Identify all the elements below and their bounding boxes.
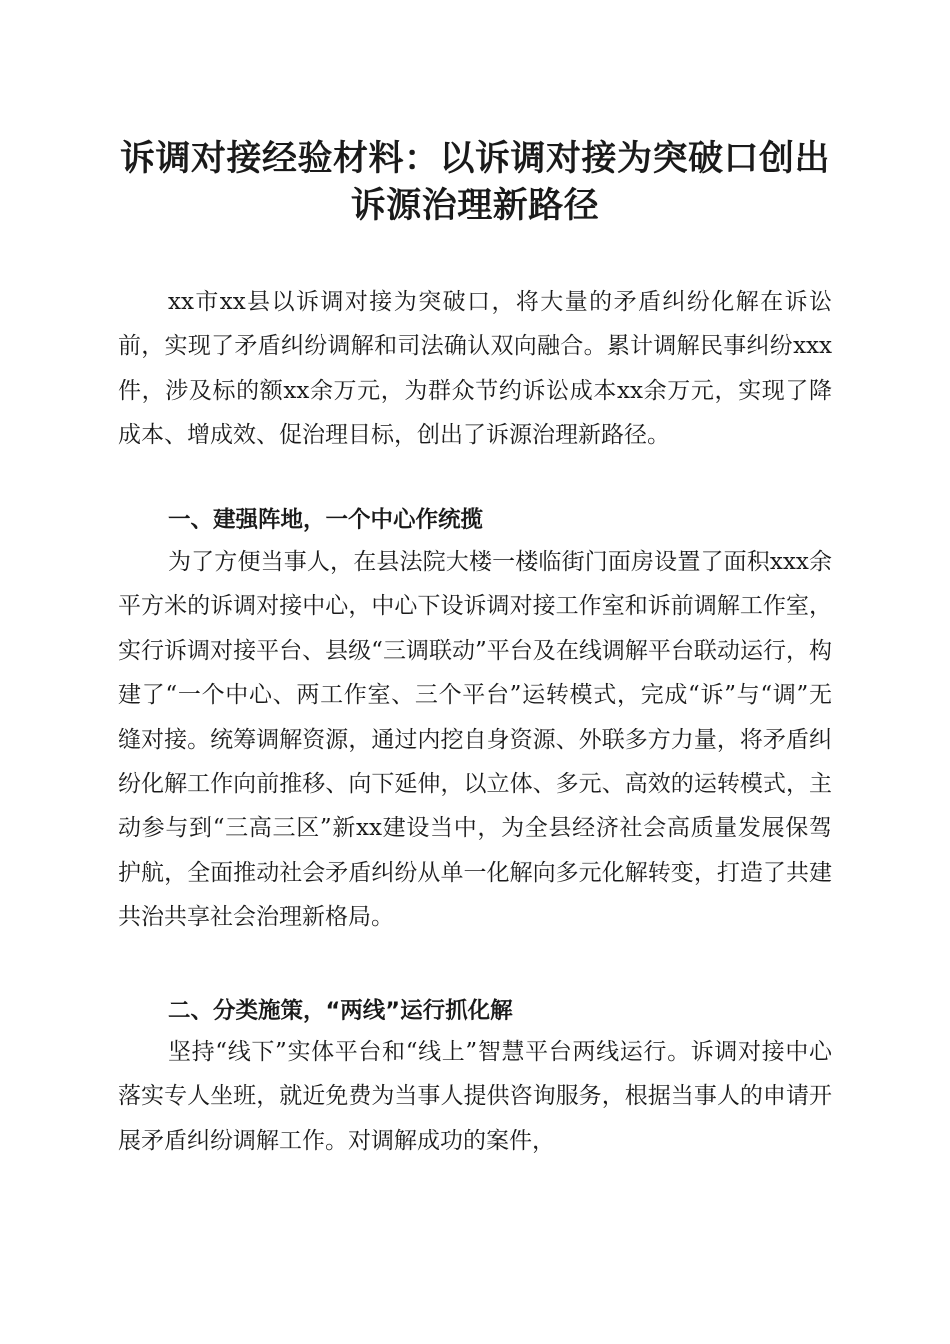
document-title-line-2: 诉源治理新路径 — [350, 185, 600, 226]
section-2-heading: 二、分类施策，“两线”运行抓化解 — [168, 998, 513, 1024]
section-1-heading: 一、建强阵地，一个中心作统揽 — [168, 507, 484, 533]
document-title-line-1: 诉调对接经验材料：以诉调对接为突破口创出 — [119, 138, 830, 179]
intro-paragraph: xx市xx县以诉调对接为突破口，将大量的矛盾纠纷化解在诉讼前，实现了矛盾纠纷调解和司法确认双向融合。累计调解民事纠纷xxx件，涉及标的额xx余万元，为群众节约诉讼成本xx余万元，实现了降成本、增成效、促治理目标，创出了诉源治理新路径。 — [118, 289, 832, 449]
section-1-paragraph: 为了方便当事人，在县法院大楼一楼临街门面房设置了面积xxx余平方米的诉调对接中心，中心下设诉调对接工作室和诉前调解工作室，实行诉调对接平台、县级“三调联动”平台及在线调解平台联动运行，构建了“一个中心、两工作室、三个平台”运转模式，完成“诉”与“调”无缝对接。统筹调解资源，通过内挖自身资源、外联多方力量，将矛盾纠纷化解工作向前推移、向下延伸，以立体、多元、高效的运转模式，主动参与到“三高三区”新xx建设当中，为全县经济社会高质量发展保驾护航，全面推动社会矛盾纠纷从单一化解向多元化解转变，打造了共建共治共享社会治理新格局。 — [118, 549, 832, 931]
section-2-paragraph: 坚持“线下”实体平台和“线上”智慧平台两线运行。诉调对接中心落实专人坐班，就近免费为当事人提供咨询服务，根据当事人的申请开展矛盾纠纷调解工作。对调解成功的案件， — [118, 1039, 832, 1154]
